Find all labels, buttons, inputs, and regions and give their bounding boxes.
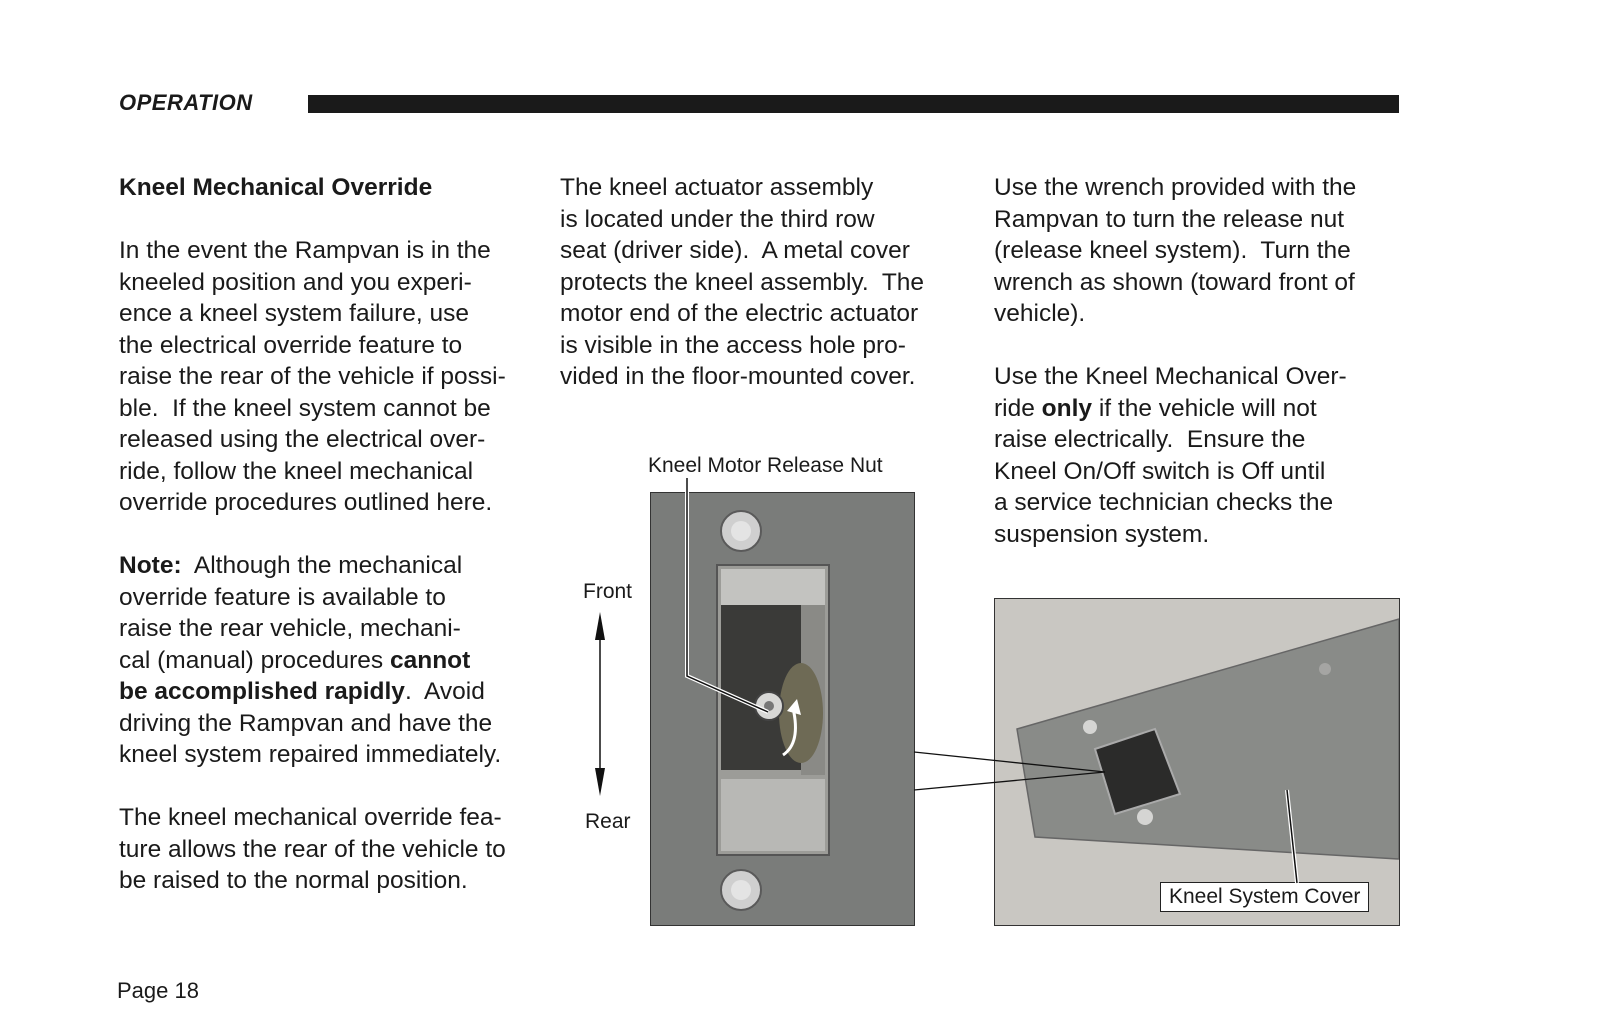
paragraph-line: raise the rear of the vehicle if possi- xyxy=(119,363,506,390)
paragraph-line: The kneel mechanical override fea- xyxy=(119,804,502,831)
paragraph-line: is visible in the access hole pro- xyxy=(560,331,906,359)
paragraph-line: Kneel On/Off switch is Off until xyxy=(994,457,1326,485)
note-line: Note: Although the mechanical xyxy=(119,552,463,579)
paragraph-line: raise electrically. Ensure the xyxy=(994,426,1306,453)
paragraph-line: (release kneel system). Turn the xyxy=(994,237,1351,264)
paragraph-line: be raised to the normal position. xyxy=(119,867,468,894)
cover-callout: Kneel System Cover xyxy=(1160,882,1369,912)
paragraph-line: The kneel actuator assembly xyxy=(560,174,874,201)
note-label: Note: xyxy=(119,552,182,579)
paragraph-line: seat (driver side). A metal cover xyxy=(560,237,910,264)
paragraph-line: Use the Kneel Mechanical Over- xyxy=(994,363,1347,390)
paragraph-line: vided in the floor-mounted cover. xyxy=(560,363,916,390)
note-line: kneel system repaired immediately. xyxy=(119,741,502,768)
rear-label: Rear xyxy=(585,810,631,833)
note-line: raise the rear vehicle, mechani- xyxy=(119,615,461,642)
paragraph-line: a service technician checks the xyxy=(994,489,1334,516)
paragraph-line: Rampvan to turn the release nut xyxy=(994,205,1345,233)
note-line: override feature is available to xyxy=(119,583,446,611)
paragraph-line: wrench as shown (toward front of xyxy=(994,268,1355,296)
release-nut-label: Kneel Motor Release Nut xyxy=(648,454,883,477)
paragraph-line: suspension system. xyxy=(994,520,1210,548)
paragraph-line: released using the electrical over- xyxy=(119,426,486,453)
paragraph-line: is located under the third row xyxy=(560,205,875,233)
paragraph-line: protects the kneel assembly. The xyxy=(560,268,925,296)
paragraph-line: the electrical override feature to xyxy=(119,331,463,359)
note-line: driving the Rampvan and have the xyxy=(119,709,493,737)
paragraph-line: kneeled position and you experi- xyxy=(119,268,472,296)
section-heading: Kneel Mechanical Override xyxy=(119,174,433,201)
paragraph-line: In the event the Rampvan is in the xyxy=(119,237,491,264)
paragraph-line: motor end of the electric actuator xyxy=(560,300,919,327)
paragraph-line: override procedures outlined here. xyxy=(119,489,493,516)
page-number: Page 18 xyxy=(117,978,199,1003)
paragraph-line: ride only if the vehicle will not xyxy=(994,394,1317,422)
note-line: be accomplished rapidly. Avoid xyxy=(119,678,485,705)
paragraph-line: ride, follow the kneel mechanical xyxy=(119,457,474,485)
paragraph-line: vehicle). xyxy=(994,300,1086,327)
note-line: cal (manual) procedures cannot xyxy=(119,646,471,674)
paragraph-line: ture allows the rear of the vehicle to xyxy=(119,835,506,863)
paragraph-line: ence a kneel system failure, use xyxy=(119,300,469,327)
paragraph-line: ble. If the kneel system cannot be xyxy=(119,394,491,422)
paragraph-line: Use the wrench provided with the xyxy=(994,174,1357,201)
section-title: OPERATION xyxy=(119,90,253,115)
front-label: Front xyxy=(583,580,633,603)
